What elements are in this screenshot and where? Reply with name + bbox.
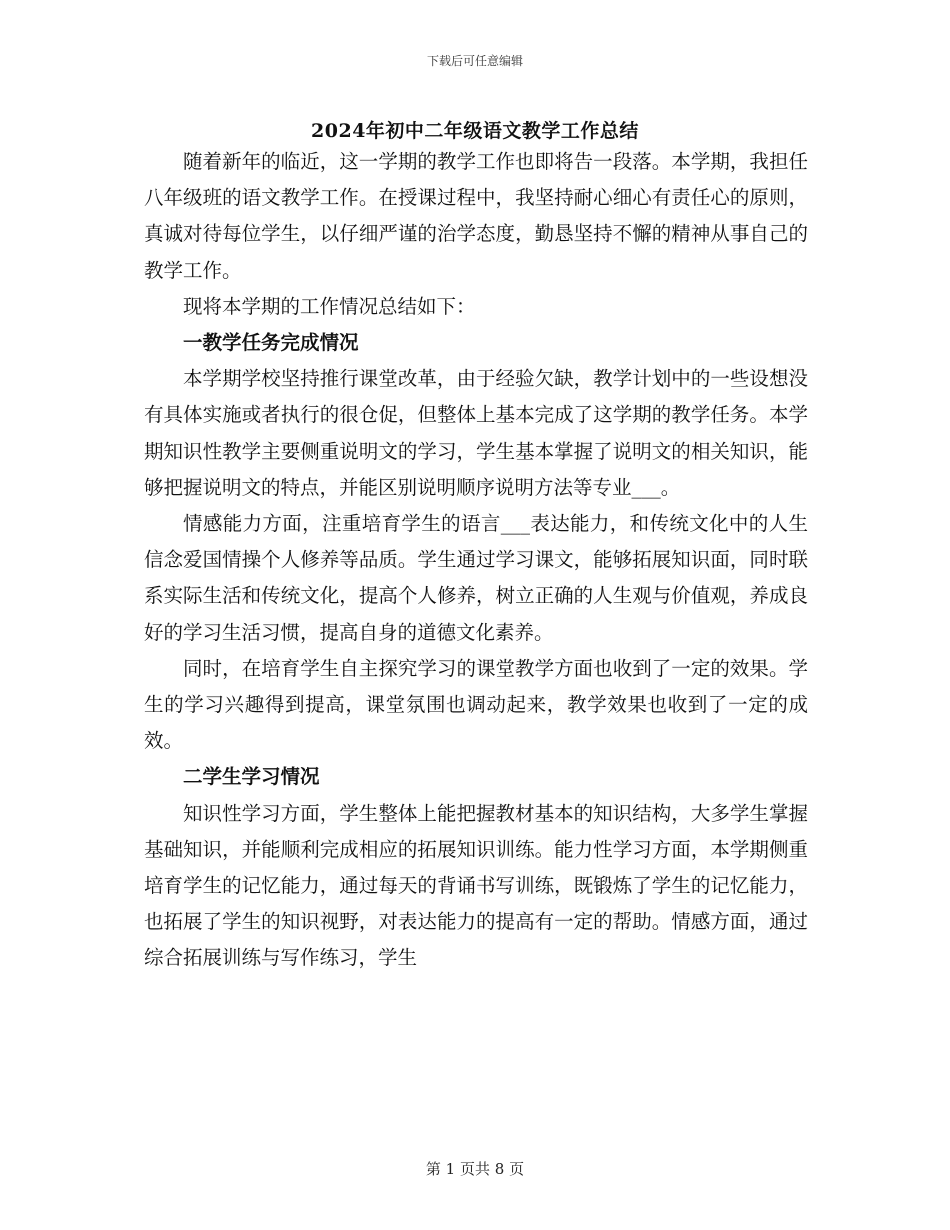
- page-footer: 第 1 页共 8 页: [425, 1160, 525, 1178]
- paragraph-intro: 随着新年的临近，这一学期的教学工作也即将告一段落。本学期，我担任八年级班的语文教学工作。在授课过程中，我坚持耐心细心有责任心的原则，真诚对待每位学生，以仔细严谨的治学态度，勤恳坚持不懈的精神从事自己的教学工作。: [144, 150, 808, 282]
- paragraph-teaching-tasks: 本学期学校坚持推行课堂改革，由于经验欠缺，教学计划中的一些设想没有具体实施或者执行的很仓促，但整体上基本完成了这学期的教学任务。本学期知识性教学主要侧重说明文的学习，学生基本掌握了说明文的相关知识，能够把握说明文的特点，并能区别说明顺序说明方法等专业___。: [144, 367, 808, 499]
- paragraph-student-learning: 知识性学习方面，学生整体上能把握教材基本的知识结构，大多学生掌握基础知识，并能顺利完成相应的拓展知识训练。能力性学习方面，本学期侧重培育学生的记忆能力，通过每天的背诵书写训练，既锻炼了学生的记忆能力，也拓展了学生的知识视野，对表达能力的提高有一定的帮助。情感方面，通过综合拓展训练与写作练习，学生: [144, 801, 808, 970]
- section-heading-1: 一教学任务完成情况: [183, 331, 359, 355]
- paragraph-inquiry-learning: 同时，在培育学生自主探究学习的课堂教学方面也收到了一定的效果。学生的学习兴趣得到提高，课堂氛围也调动起来，教学效果也收到了一定的成效。: [144, 656, 808, 753]
- document-body: [144, 144, 808, 977]
- document-title: 2024年初中二年级语文教学工作总结: [311, 120, 639, 142]
- paragraph-summary-lead: 现将本学期的工作情况总结如下：: [183, 294, 476, 318]
- section-heading-2: 二学生学习情况: [183, 765, 320, 789]
- header-note: 下载后可任意编辑: [426, 54, 523, 68]
- paragraph-emotional-ability: 情感能力方面，注重培育学生的语言___表达能力，和传统文化中的人生信念爱国情操个人修养等品质。学生通过学习课文，能够拓展知识面，同时联系实际生活和传统文化，提高个人修养，树立正确的人生观与价值观，养成良好的学习生活习惯，提高自身的道德文化素养。: [144, 512, 808, 644]
